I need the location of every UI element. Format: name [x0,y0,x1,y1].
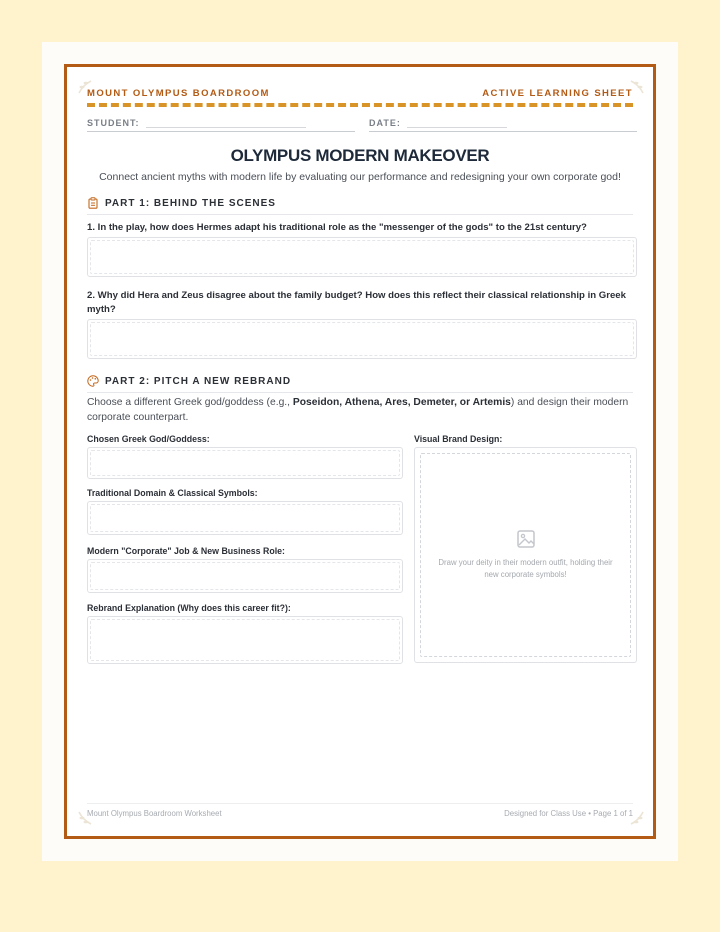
worksheet-frame [64,64,656,839]
input-domain-symbols[interactable] [87,501,403,535]
intro-god-examples: Poseidon, Athena, Ares, Demeter, or Artemis [292,397,511,408]
drawing-area-inner [420,453,631,657]
part1-heading-text: PART 1: BEHIND THE SCENES [105,197,276,209]
part2-heading [87,375,633,393]
drawing-hint: Draw your deity in their modern outfit, holding their new corporate symbols! [438,558,613,579]
part2-heading-text: PART 2: PITCH A NEW REBRAND [105,375,292,387]
question-2: 2. Why did Hera and Zeus disagree about the family budget? How does this reflect their classical relationship in Greek myth? [87,290,626,315]
intro-text-start: Choose a different Greek god/goddess (e.g., [87,397,293,408]
image-icon [516,529,536,549]
input-rebrand-explanation[interactable] [87,616,403,664]
date-line[interactable] [407,117,507,128]
clipboard-icon [87,197,99,209]
answer-box-q1[interactable] [87,237,637,277]
label-chosen-god: Chosen Greek God/Goddess: [87,434,210,444]
input-chosen-god[interactable] [87,447,403,479]
date-underline [369,131,637,132]
input-corporate-job[interactable] [87,559,403,593]
visual-brand-drawing-area[interactable] [414,447,637,663]
student-underline [87,131,355,132]
header-right-label: ACTIVE LEARNING SHEET [482,88,633,99]
page-subtitle: Connect ancient myths with modern life by evaluating our performance and redesigning your own corporate god! [99,171,621,183]
header-left-label: MOUNT OLYMPUS BOARDROOM [87,88,270,99]
footer-left: Mount Olympus Boardroom Worksheet [87,809,222,818]
label-rebrand-explanation: Rebrand Explanation (Why does this career fit?): [87,603,291,613]
intro-text-end: ) and design their modern corporate counterpart. [87,397,629,423]
label-visual-brand: Visual Brand Design: [414,434,503,444]
worksheet-footer [87,803,633,818]
label-domain-symbols: Traditional Domain & Classical Symbols: [87,488,258,498]
answer-box-q2[interactable] [87,319,637,359]
header-dashed-divider [87,103,633,107]
palette-icon [87,375,99,387]
date-field [369,117,507,128]
part2-instructions [87,395,633,425]
student-label: STUDENT: [87,118,140,128]
label-corporate-job: Modern "Corporate" Job & New Business Role: [87,546,285,556]
footer-right: Designed for Class Use • Page 1 of 1 [504,809,633,818]
student-name-line[interactable] [146,117,306,128]
date-label: DATE: [369,118,401,128]
worksheet-header [87,88,633,99]
student-field [87,117,306,128]
part1-heading [87,197,633,215]
question-1: 1. In the play, how does Hermes adapt his traditional role as the "messenger of the gods" to the 21st century? [87,222,587,233]
worksheet-page [42,42,678,861]
page-title: OLYMPUS MODERN MAKEOVER [230,146,490,165]
